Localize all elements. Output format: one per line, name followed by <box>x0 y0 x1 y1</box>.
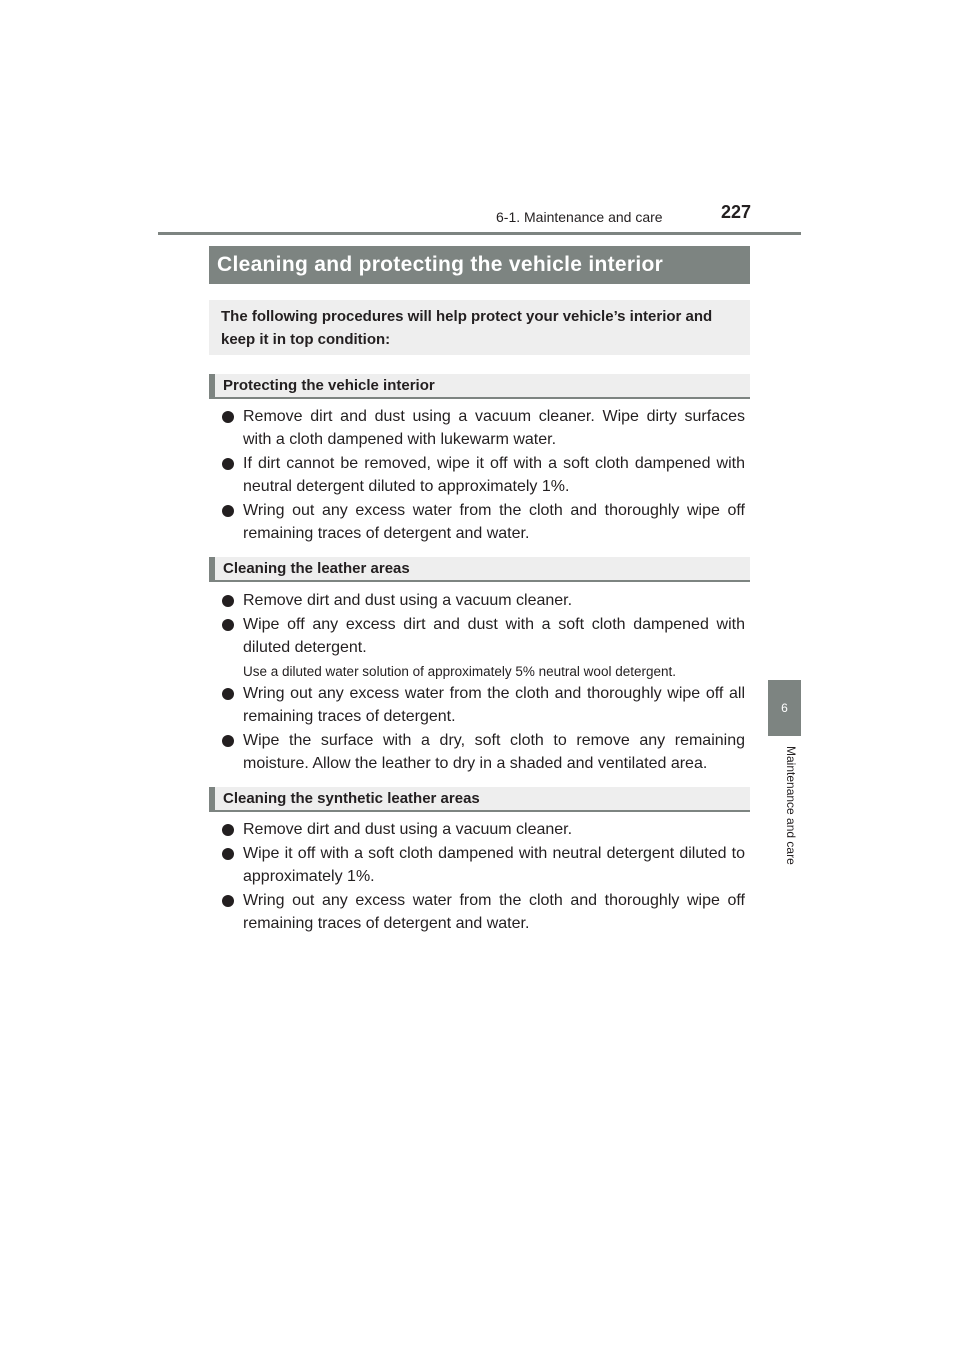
bullet-list-leather <box>220 589 745 660</box>
list-item-text: Wring out any excess water from the cloth and thoroughly wipe off remaining traces of detergent and water. <box>243 502 745 542</box>
section-title: 6-1. Maintenance and care <box>496 209 663 225</box>
bullet-icon <box>222 735 234 747</box>
header-divider <box>158 232 801 235</box>
list-item <box>220 452 745 498</box>
list-item <box>220 729 745 775</box>
list-item-text: Wipe the surface with a dry, soft cloth to remove any remaining moisture. Allow the leather to dry in a shaded and ventilated area. <box>243 732 745 772</box>
section-heading-leather: Cleaning the leather areas <box>209 557 750 582</box>
list-item-text: Remove dirt and dust using a vacuum cleaner. <box>243 821 573 838</box>
leather-note: Use a diluted water solution of approximately 5% neutral wool detergent. <box>243 664 676 679</box>
list-item <box>220 589 745 612</box>
intro-text: The following procedures will help protect your vehicle’s interior and keep it in top condition: <box>209 300 750 355</box>
bullet-icon <box>222 824 234 836</box>
page-number: 227 <box>721 202 752 222</box>
bullet-list-leather-continued <box>220 682 745 776</box>
page-title: Cleaning and protecting the vehicle interior <box>209 246 750 284</box>
list-item <box>220 613 745 659</box>
bullet-icon <box>222 411 234 423</box>
list-item <box>220 405 745 451</box>
list-item <box>220 842 745 888</box>
bullet-icon <box>222 848 234 860</box>
bullet-icon <box>222 619 234 631</box>
chapter-label: Maintenance and care <box>784 746 798 865</box>
list-item <box>220 682 745 728</box>
bullet-icon <box>222 595 234 607</box>
list-item-text: Wring out any excess water from the cloth and thoroughly wipe off all remaining traces of detergent. <box>243 685 745 725</box>
list-item-text: Wipe it off with a soft cloth dampened with neutral detergent diluted to approximately 1%. <box>243 845 745 885</box>
list-item-text: Wipe off any excess dirt and dust with a soft cloth dampened with diluted detergent. <box>243 616 745 656</box>
section-heading-protecting: Protecting the vehicle interior <box>209 374 750 399</box>
list-item <box>220 499 745 545</box>
list-item-text: Remove dirt and dust using a vacuum cleaner. Wipe dirty surfaces with a cloth dampened with lukewarm water. <box>243 408 745 448</box>
bullet-icon <box>222 458 234 470</box>
list-item-text: Wring out any excess water from the cloth and thoroughly wipe off remaining traces of detergent and water. <box>243 892 745 932</box>
bullet-icon <box>222 688 234 700</box>
list-item-text: If dirt cannot be removed, wipe it off with a soft cloth dampened with neutral detergent diluted to approximately 1%. <box>243 455 745 495</box>
list-item <box>220 818 745 841</box>
list-item <box>220 889 745 935</box>
bullet-list-synthetic-leather <box>220 818 745 936</box>
bullet-icon <box>222 895 234 907</box>
bullet-icon <box>222 505 234 517</box>
list-item-text: Remove dirt and dust using a vacuum cleaner. <box>243 592 573 609</box>
chapter-tab: 6 <box>768 680 801 736</box>
section-heading-synthetic-leather: Cleaning the synthetic leather areas <box>209 787 750 812</box>
bullet-list-protecting <box>220 405 745 546</box>
